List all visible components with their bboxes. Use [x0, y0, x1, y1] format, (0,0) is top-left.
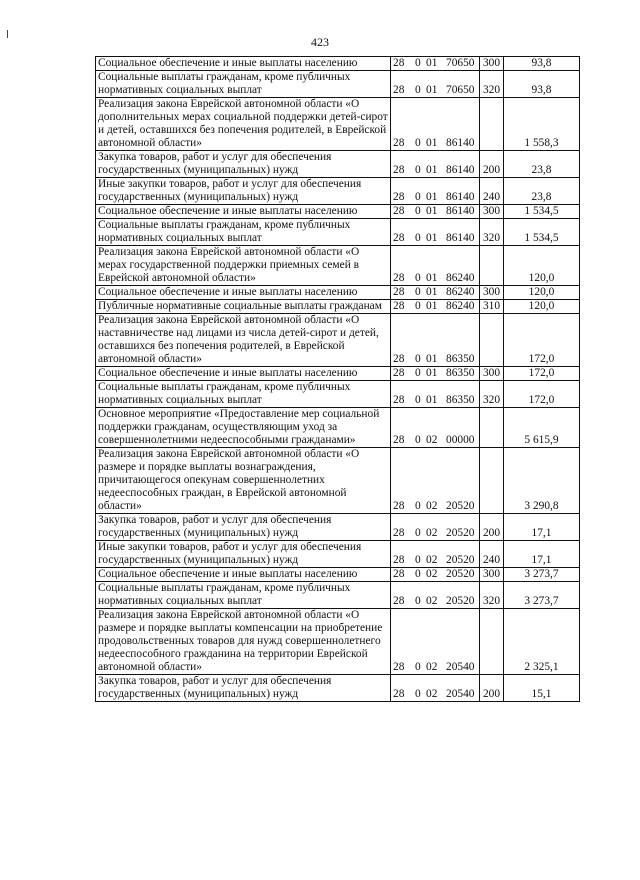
amount-cell: 120,0	[504, 246, 580, 286]
amount-cell: 3 273,7	[504, 568, 580, 582]
code-part: 01	[426, 164, 438, 176]
amount-cell: 120,0	[504, 300, 580, 314]
expense-name-cell: Социальные выплаты гражданам, кроме публичных нормативных социальных выплат	[96, 381, 391, 408]
code-part: 28	[393, 434, 405, 446]
code-part: 28	[393, 164, 405, 176]
amount-cell: 3 273,7	[504, 582, 580, 609]
code-part: 28	[393, 568, 405, 580]
expense-name-cell: Социальные выплаты гражданам, кроме публичных нормативных социальных выплат	[96, 219, 391, 246]
code-part: 02	[426, 500, 438, 512]
expense-type-cell: 310	[480, 300, 504, 314]
target-code-cell	[391, 675, 480, 702]
page-number: 423	[311, 35, 329, 49]
target-code-cell	[391, 178, 480, 205]
code-part: 28	[393, 595, 405, 607]
target-code-cell	[391, 246, 480, 286]
expense-type-cell: 300	[480, 205, 504, 219]
code-part: 20520	[446, 527, 475, 539]
expense-type-cell: 240	[480, 541, 504, 568]
expense-name-cell: Реализация закона Еврейской автономной области «О размере и порядке выплаты вознаграждения, причитающегося опекунам совершеннолетних недееспособных граждан, в Еврейской автономной области»	[96, 448, 391, 514]
expense-name-cell: Основное мероприятие «Предоставление мер социальной поддержки гражданам, осуществляющим уход за совершеннолетними недееспособными гражданами»	[96, 408, 391, 448]
table-row	[96, 367, 580, 381]
target-code-cell	[391, 98, 480, 151]
amount-cell: 93,8	[504, 71, 580, 98]
code-part: 28	[393, 191, 405, 203]
code-part: 0	[415, 137, 421, 149]
table-row	[96, 57, 580, 71]
code-part: 0	[415, 688, 421, 700]
code-part: 02	[426, 554, 438, 566]
expense-type-cell: 320	[480, 219, 504, 246]
code-part: 01	[426, 84, 438, 96]
amount-cell: 15,1	[504, 675, 580, 702]
table-row	[96, 381, 580, 408]
code-part: 20520	[446, 568, 475, 580]
code-part: 0	[415, 394, 421, 406]
target-code-cell	[391, 300, 480, 314]
amount-cell: 17,1	[504, 514, 580, 541]
code-part: 02	[426, 688, 438, 700]
target-code-cell	[391, 314, 480, 367]
expense-name-cell: Иные закупки товаров, работ и услуг для обеспечения государственных (муниципальных) нужд	[96, 178, 391, 205]
target-code-cell	[391, 381, 480, 408]
code-part: 70650	[446, 57, 475, 69]
expense-type-cell	[480, 448, 504, 514]
code-part: 28	[393, 137, 405, 149]
code-part: 01	[426, 394, 438, 406]
code-part: 0	[415, 286, 421, 298]
expense-type-cell	[480, 314, 504, 367]
table-row	[96, 448, 580, 514]
code-part: 01	[426, 57, 438, 69]
code-part: 0	[415, 57, 421, 69]
code-part: 0	[415, 434, 421, 446]
code-part: 28	[393, 353, 405, 365]
amount-cell: 1 558,3	[504, 98, 580, 151]
code-part: 28	[393, 554, 405, 566]
target-code-cell	[391, 205, 480, 219]
code-part: 0	[415, 554, 421, 566]
code-part: 28	[393, 527, 405, 539]
code-part: 86350	[446, 353, 475, 365]
code-part: 28	[393, 286, 405, 298]
code-part: 86240	[446, 272, 475, 284]
code-part: 28	[393, 84, 405, 96]
code-part: 70650	[446, 84, 475, 96]
code-part: 01	[426, 286, 438, 298]
expense-name-cell: Публичные нормативные социальные выплаты гражданам	[96, 300, 391, 314]
expense-type-cell: 300	[480, 367, 504, 381]
code-part: 20520	[446, 500, 475, 512]
expense-type-cell: 200	[480, 151, 504, 178]
table-row	[96, 408, 580, 448]
code-part: 28	[393, 688, 405, 700]
code-part: 0	[415, 300, 421, 312]
code-part: 86140	[446, 205, 475, 217]
table-row	[96, 98, 580, 151]
expense-name-cell: Реализация закона Еврейской автономной области «О мерах государственной поддержки приемных семей в Еврейской автономной области»	[96, 246, 391, 286]
table-row	[96, 219, 580, 246]
target-code-cell	[391, 219, 480, 246]
code-part: 0	[415, 272, 421, 284]
code-part: 01	[426, 232, 438, 244]
expense-type-cell	[480, 408, 504, 448]
table-row	[96, 568, 580, 582]
code-part: 01	[426, 300, 438, 312]
expense-type-cell: 320	[480, 71, 504, 98]
code-part: 01	[426, 205, 438, 217]
code-part: 86240	[446, 286, 475, 298]
amount-cell: 23,8	[504, 178, 580, 205]
code-part: 0	[415, 205, 421, 217]
target-code-cell	[391, 609, 480, 675]
code-part: 28	[393, 500, 405, 512]
code-part: 0	[415, 367, 421, 379]
expense-name-cell: Социальные выплаты гражданам, кроме публичных нормативных социальных выплат	[96, 71, 391, 98]
table-row	[96, 300, 580, 314]
code-part: 0	[415, 232, 421, 244]
code-part: 28	[393, 300, 405, 312]
code-part: 02	[426, 661, 438, 673]
target-code-cell	[391, 568, 480, 582]
table-row	[96, 582, 580, 609]
amount-cell: 3 290,8	[504, 448, 580, 514]
code-part: 20520	[446, 595, 475, 607]
table-row	[96, 514, 580, 541]
code-part: 28	[393, 367, 405, 379]
code-part: 0	[415, 191, 421, 203]
amount-cell: 120,0	[504, 286, 580, 300]
code-part: 00000	[446, 434, 475, 446]
code-part: 28	[393, 272, 405, 284]
code-part: 86140	[446, 191, 475, 203]
amount-cell: 1 534,5	[504, 219, 580, 246]
target-code-cell	[391, 286, 480, 300]
expense-type-cell: 200	[480, 675, 504, 702]
table-row	[96, 541, 580, 568]
code-part: 01	[426, 272, 438, 284]
target-code-cell	[391, 367, 480, 381]
code-part: 28	[393, 394, 405, 406]
code-part: 20520	[446, 554, 475, 566]
amount-cell: 17,1	[504, 541, 580, 568]
target-code-cell	[391, 582, 480, 609]
target-code-cell	[391, 57, 480, 71]
expense-name-cell: Социальное обеспечение и иные выплаты населению	[96, 367, 391, 381]
expense-name-cell: Закупка товаров, работ и услуг для обеспечения государственных (муниципальных) нужд	[96, 675, 391, 702]
code-part: 86140	[446, 137, 475, 149]
expense-name-cell: Социальное обеспечение и иные выплаты населению	[96, 205, 391, 219]
code-part: 0	[415, 527, 421, 539]
expense-type-cell: 320	[480, 381, 504, 408]
code-part: 02	[426, 595, 438, 607]
code-part: 86350	[446, 367, 475, 379]
code-part: 0	[415, 595, 421, 607]
amount-cell: 23,8	[504, 151, 580, 178]
expense-type-cell	[480, 609, 504, 675]
expense-name-cell: Реализация закона Еврейской автономной области «О дополнительных мерах социальной поддержки детей-сирот и детей, оставшихся без попечения родителей, в Еврейской автономной области»	[96, 98, 391, 151]
code-part: 86140	[446, 164, 475, 176]
amount-cell: 2 325,1	[504, 609, 580, 675]
target-code-cell	[391, 448, 480, 514]
budget-table	[95, 56, 580, 702]
expense-name-cell: Социальное обеспечение и иные выплаты населению	[96, 568, 391, 582]
table-row	[96, 314, 580, 367]
code-part: 0	[415, 500, 421, 512]
table-row	[96, 609, 580, 675]
code-part: 28	[393, 661, 405, 673]
code-part: 86350	[446, 394, 475, 406]
expense-type-cell: 320	[480, 582, 504, 609]
code-part: 02	[426, 568, 438, 580]
expense-name-cell: Социальные выплаты гражданам, кроме публичных нормативных социальных выплат	[96, 582, 391, 609]
expense-type-cell: 240	[480, 178, 504, 205]
code-part: 0	[415, 661, 421, 673]
expense-type-cell: 300	[480, 286, 504, 300]
amount-cell: 93,8	[504, 57, 580, 71]
code-part: 01	[426, 367, 438, 379]
code-part: 86140	[446, 232, 475, 244]
code-part: 01	[426, 353, 438, 365]
target-code-cell	[391, 151, 480, 178]
code-part: 28	[393, 232, 405, 244]
expense-name-cell: Реализация закона Еврейской автономной области «О размере и порядке выплаты компенсации на приобретение продовольственных товаров для нужд совершеннолетнего недееспособного гражданина на территории Еврейской автономной области»	[96, 609, 391, 675]
table-row	[96, 246, 580, 286]
amount-cell: 172,0	[504, 367, 580, 381]
code-part: 01	[426, 137, 438, 149]
expense-name-cell: Социальное обеспечение и иные выплаты населению	[96, 286, 391, 300]
code-part: 02	[426, 434, 438, 446]
code-part: 86240	[446, 300, 475, 312]
expense-type-cell	[480, 246, 504, 286]
table-row	[96, 286, 580, 300]
table-row	[96, 71, 580, 98]
amount-cell: 172,0	[504, 314, 580, 367]
expense-type-cell: 300	[480, 57, 504, 71]
table-row	[96, 151, 580, 178]
table-row	[96, 178, 580, 205]
table-row	[96, 205, 580, 219]
amount-cell: 1 534,5	[504, 205, 580, 219]
expense-name-cell: Социальное обеспечение и иные выплаты населению	[96, 57, 391, 71]
expense-type-cell	[480, 98, 504, 151]
table-row	[96, 675, 580, 702]
target-code-cell	[391, 514, 480, 541]
expense-name-cell: Реализация закона Еврейской автономной области «О наставничестве над лицами из числа детей-сирот и детей, оставшихся без попечения родителей, в Еврейской автономной области»	[96, 314, 391, 367]
code-part: 0	[415, 84, 421, 96]
expense-name-cell: Закупка товаров, работ и услуг для обеспечения государственных (муниципальных) нужд	[96, 514, 391, 541]
code-part: 28	[393, 205, 405, 217]
code-part: 0	[415, 353, 421, 365]
code-part: 01	[426, 191, 438, 203]
expense-name-cell: Иные закупки товаров, работ и услуг для обеспечения государственных (муниципальных) нужд	[96, 541, 391, 568]
target-code-cell	[391, 71, 480, 98]
target-code-cell	[391, 408, 480, 448]
target-code-cell	[391, 541, 480, 568]
code-part: 0	[415, 568, 421, 580]
expense-type-cell: 300	[480, 568, 504, 582]
code-part: 20540	[446, 661, 475, 673]
code-part: 20540	[446, 688, 475, 700]
expense-name-cell: Закупка товаров, работ и услуг для обеспечения государственных (муниципальных) нужд	[96, 151, 391, 178]
amount-cell: 5 615,9	[504, 408, 580, 448]
code-part: 02	[426, 527, 438, 539]
code-part: 0	[415, 164, 421, 176]
code-part: 28	[393, 57, 405, 69]
amount-cell: 172,0	[504, 381, 580, 408]
expense-type-cell: 200	[480, 514, 504, 541]
